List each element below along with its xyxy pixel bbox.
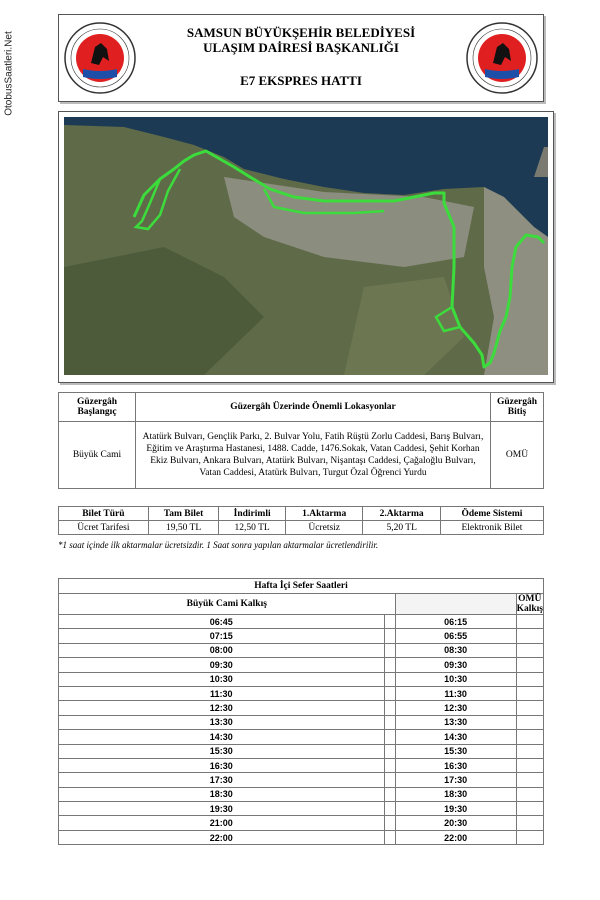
right-departure-time: 08:30	[395, 643, 516, 657]
fare-header-discounted: İndirimli	[219, 507, 286, 521]
fare-transfer-2: 5,20 TL	[363, 521, 440, 535]
fare-table	[58, 506, 544, 535]
schedule-left-header: Büyük Cami Kalkış	[59, 594, 396, 615]
left-departure-time: 08:00	[59, 643, 385, 657]
left-blank-cell	[384, 730, 395, 744]
watermark-text: OtobusSaatleri.Net	[3, 31, 15, 116]
left-departure-time: 19:30	[59, 802, 385, 816]
left-blank-cell	[384, 758, 395, 772]
schedule-table	[58, 578, 544, 845]
right-departure-time: 22:00	[395, 830, 516, 844]
right-departure-time: 16:30	[395, 758, 516, 772]
fare-full: 19,50 TL	[148, 521, 219, 535]
left-departure-time: 14:30	[59, 730, 385, 744]
municipality-logo-left	[63, 21, 137, 95]
fare-header-ticket-type: Bilet Türü	[59, 507, 149, 521]
route-locations: Atatürk Bulvarı, Gençlik Parkı, 2. Bulvar Yolu, Fatih Rüştü Zorlu Caddesi, Barış Bulvarı, Eğitim ve Araştırma Hastanesi, 1488. Cadde, 1476.Sokak, Vatan Caddesi, Şehit Korhan Ekiz Bulvarı, Ankara Bulvarı, Atatürk Bulvarı, Nişantaşı Caddesi, Çağaloğlu Bulvarı, Vatan Caddesi, Atatürk Bulvarı, Turgut Özal Öğrenci Yurdu	[136, 422, 491, 489]
route-end: OMÜ	[491, 422, 544, 489]
right-blank-cell	[516, 701, 543, 715]
right-departure-time: 11:30	[395, 686, 516, 700]
schedule-row	[59, 787, 544, 801]
fare-ticket-type: Ücret Tarifesi	[59, 521, 149, 535]
schedule-row	[59, 773, 544, 787]
schedule-title: Hafta İçi Sefer Saatleri	[59, 579, 544, 594]
right-departure-time: 12:30	[395, 701, 516, 715]
left-blank-cell	[384, 773, 395, 787]
right-blank-cell	[516, 758, 543, 772]
schedule-row	[59, 830, 544, 844]
route-start-header: Güzergâh Başlangıç	[59, 393, 136, 422]
fare-discounted: 12,50 TL	[219, 521, 286, 535]
right-departure-time: 19:30	[395, 802, 516, 816]
right-departure-time: 06:55	[395, 629, 516, 643]
schedule-right-header: OMÜ Kalkış	[516, 594, 543, 614]
right-blank-cell	[516, 730, 543, 744]
fare-transfer-1: Ücretsiz	[285, 521, 362, 535]
schedule-row	[59, 802, 544, 816]
left-departure-time: 07:15	[59, 629, 385, 643]
transfer-note: *1 saat içinde ilk aktarmalar ücretsizdir. 1 Saat sonra yapılan aktarmalar ücretlendirilir.	[58, 540, 379, 550]
left-departure-time: 09:30	[59, 658, 385, 672]
title-municipality: SAMSUN BÜYÜKŞEHİR BELEDİYESİ	[186, 25, 416, 40]
right-blank-cell	[516, 615, 543, 629]
right-blank-cell	[516, 816, 543, 830]
left-departure-time: 12:30	[59, 701, 385, 715]
schedule-row	[59, 672, 544, 686]
right-blank-cell	[516, 629, 543, 643]
left-blank-cell	[384, 629, 395, 643]
fare-header-transfer-1: 1.Aktarma	[285, 507, 362, 521]
route-start: Büyük Cami	[59, 422, 136, 489]
right-blank-cell	[516, 658, 543, 672]
left-departure-time: 16:30	[59, 758, 385, 772]
left-blank-cell	[384, 816, 395, 830]
right-departure-time: 10:30	[395, 672, 516, 686]
left-blank-cell	[384, 802, 395, 816]
schedule-row	[59, 730, 544, 744]
right-blank-cell	[516, 686, 543, 700]
left-blank-cell	[384, 643, 395, 657]
left-blank-cell	[384, 701, 395, 715]
right-blank-cell	[516, 744, 543, 758]
left-departure-time: 15:30	[59, 744, 385, 758]
left-blank-cell	[384, 715, 395, 729]
route-map-frame	[58, 111, 554, 383]
left-blank-cell	[384, 830, 395, 844]
left-blank-cell	[384, 787, 395, 801]
right-departure-time: 09:30	[395, 658, 516, 672]
route-map	[64, 117, 548, 375]
schedule-spacer	[395, 594, 516, 615]
right-departure-time: 06:15	[395, 615, 516, 629]
right-blank-cell	[516, 672, 543, 686]
route-locations-header: Güzergâh Üzerinde Önemli Lokasyonlar	[136, 393, 491, 422]
title-department: ULAŞIM DAİRESİ BAŞKANLIĞI	[203, 40, 399, 55]
schedule-row	[59, 715, 544, 729]
right-blank-cell	[516, 787, 543, 801]
route-end-header: Güzergâh Bitiş	[491, 393, 544, 422]
schedule-row	[59, 643, 544, 657]
schedule-row	[59, 744, 544, 758]
fare-header-payment: Ödeme Sistemi	[440, 507, 543, 521]
right-blank-cell	[516, 830, 543, 844]
route-table	[58, 392, 544, 489]
left-departure-time: 13:30	[59, 715, 385, 729]
right-blank-cell	[516, 773, 543, 787]
fare-header-transfer-2: 2.Aktarma	[363, 507, 440, 521]
left-blank-cell	[384, 615, 395, 629]
right-departure-time: 20:30	[395, 816, 516, 830]
document-header	[58, 14, 544, 102]
left-departure-time: 17:30	[59, 773, 385, 787]
right-blank-cell	[516, 643, 543, 657]
schedule-row	[59, 816, 544, 830]
left-blank-cell	[384, 658, 395, 672]
left-blank-cell	[384, 672, 395, 686]
fare-header-full: Tam Bilet	[148, 507, 219, 521]
right-departure-time: 18:30	[395, 787, 516, 801]
left-departure-time: 18:30	[59, 787, 385, 801]
schedule-row	[59, 629, 544, 643]
left-departure-time: 21:00	[59, 816, 385, 830]
right-departure-time: 17:30	[395, 773, 516, 787]
right-departure-time: 14:30	[395, 730, 516, 744]
right-departure-time: 13:30	[395, 715, 516, 729]
schedule-row	[59, 658, 544, 672]
left-blank-cell	[384, 744, 395, 758]
watermark	[2, 10, 16, 140]
right-departure-time: 15:30	[395, 744, 516, 758]
title-line-name: E7 EKSPRES HATTI	[240, 73, 362, 88]
schedule-row	[59, 701, 544, 715]
right-blank-cell	[516, 802, 543, 816]
schedule-row	[59, 686, 544, 700]
schedule-row	[59, 758, 544, 772]
left-departure-time: 22:00	[59, 830, 385, 844]
right-blank-cell	[516, 715, 543, 729]
schedule-row	[59, 615, 544, 629]
left-blank-cell	[384, 686, 395, 700]
fare-payment: Elektronik Bilet	[440, 521, 543, 535]
left-departure-time: 11:30	[59, 686, 385, 700]
left-departure-time: 10:30	[59, 672, 385, 686]
left-departure-time: 06:45	[59, 615, 385, 629]
municipality-logo-right	[465, 21, 539, 95]
